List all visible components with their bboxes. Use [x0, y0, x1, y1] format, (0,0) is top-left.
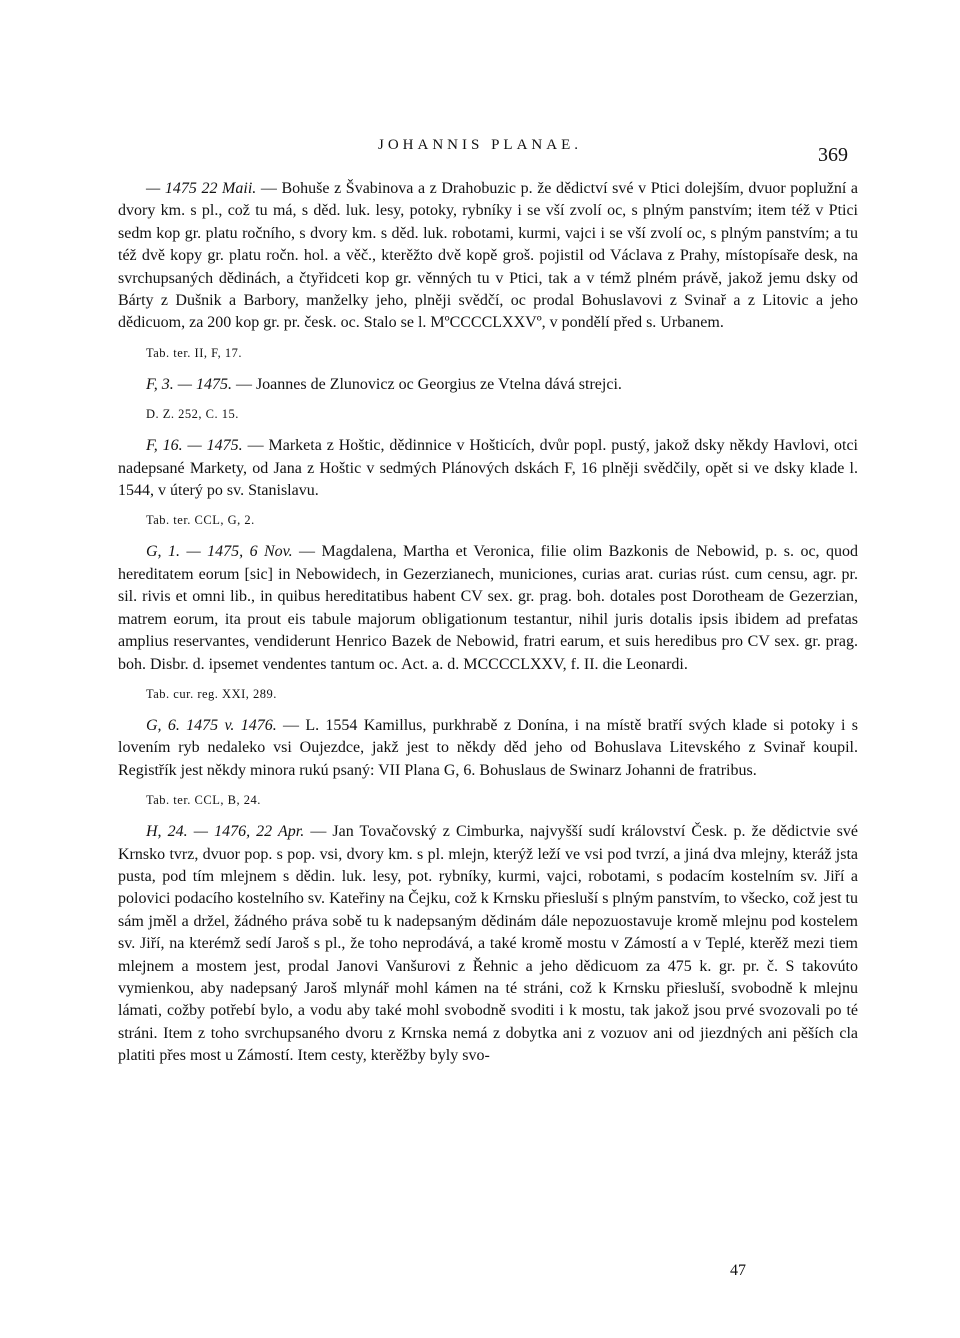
entry-paragraph: [118, 178, 858, 335]
entry-text: — Joannes de Zlunovicz oc Georgius ze Vtelna dává strejci.: [231, 375, 622, 393]
entry-reference: G, 1. — 1475, 6 Nov.: [146, 543, 293, 561]
entry-reference: H, 24. — 1476, 22 Apr.: [146, 823, 305, 841]
entry-source: Tab. ter. CCL, G, 2.: [146, 513, 255, 528]
entry-f16: [118, 435, 858, 529]
entry-reference: G, 6. 1475 v. 1476.: [146, 716, 277, 734]
entry-paragraph: [118, 821, 858, 1067]
entry-paragraph: [118, 435, 858, 502]
running-head: JOHANNIS PLANAE.: [377, 137, 582, 153]
entry-source: Tab. ter. II, F, 17.: [146, 345, 242, 360]
entry-paragraph: [118, 715, 858, 782]
page-content: [118, 178, 858, 1080]
entry-reference: F, 16. — 1475.: [146, 437, 243, 455]
entry-reference: — 1475 22 Maii.: [146, 180, 257, 197]
entry-reference: F, 3. — 1475.: [146, 375, 232, 393]
entry-text: — Jan Tovačovský z Cimburka, najvyšší sudí království Česk. p. že dědictvie své Krnsko tvrz, dvuor pop. s pop. vsi, dvory km. s pl. mlejn, kterýž leží ve vsi pod tvrzí, a jiná dva mlejny, kteráž jsta pusta, pod tím mlejnem s dědin. luk. lesy, pot. rybníky, kurmi, vajci, robotami, s podacím kostelním sv. Jiří a polovici podacího kostelního sv. Kateřiny na Čejku, což k Krnsku přiesluší s plným panstvím, to všecko, což jest tu sám jměl a držel, žádného práva sobě tu k nadepsaným dědinám dále nepozuostavuje kromě mlejnu pod kostelem sv. Jiří, na kterémž sedí Jaroš s pl., že toho neprodává, a také kromě mostu v Zámostí a v Teplé, kterěž mezi tiem mlejnem a mostem jest, prodal Janovi Vanšurovi z Řehnic a jeho dědicuom za 475 k. gr. pr. č. S takovúto vymienkou, aby nadepsaný Jaroš mlynář mohl kámen na té stráni, což k Krnsku přiesluší, svobodně k mlejnu lámati, cožby potřebí bylo, a vodu aby také mohl svobodně svoditi i k mostu, tak jakož jsou prvé svozovali po té stráni. Item z toho svrchupsaného dvoru z Krnska nemá z dobytka ani z vozuov ani od jiezdných ani pěších cla platiti přes most u Zámostí. Item cesty, kterěžby byly svo-: [118, 823, 859, 1065]
signature-number: 47: [730, 1262, 746, 1279]
entry-source: Tab. ter. CCL, B, 24.: [146, 793, 261, 808]
entry-1475-22-maii: [118, 178, 858, 362]
entry-source: Tab. cur. reg. XXI, 289.: [146, 686, 277, 701]
entry-g1: [118, 541, 858, 702]
entry-g6: [118, 715, 858, 809]
entry-h24: [118, 821, 858, 1067]
entry-paragraph: [118, 374, 858, 396]
entry-paragraph: [118, 541, 858, 675]
entry-f3: [118, 374, 858, 423]
entry-text: — L. 1554 Kamillus, purkhrabě z Donína, i na místě bratří svých klade si potoky i s lovením ryb nedaleko vsi Oujezdce, jakž jest to někdy děd jeho od Bohuslava Litevského z Svinař koupil. Registřík jest někdy minora rukú psaný: VII Plana G, 6. Bohuslaus de Swinarz Johanni de fratribus.: [118, 716, 859, 779]
entry-text: — Magdalena, Martha et Veronica, filie olim Bazkonis de Nebowid, p. s. oc, quod hereditatem eorum [sic] in Nebowidech, in Gezerzianech, municiones, curias arat. curias rúst. cum censu, agr. pr. sil. rivis et omni lib., in quibus hereditatibus habent CV sex. gr. prag. boh. dotales post Dorotheam de Gezerzian, matrem eorum, ita prout eis tabule majorum obligationum testantur, nihil juris dotalis ipsis ibidem ad prefatas amplius reservantes, vendiderunt Henrico Bazek de Nebowid, fratri earum, et suis heredibus pro CV sex. gr. prag. boh. Disbr. d. ipsemet vendentes tantum oc. Act. a. d. MCCCCLXXV, f. II. die Leonardi.: [118, 543, 858, 673]
entry-text: — Marketa z Hoštic, dědinnice v Hošticích, dvůr popl. pustý, jakož dsky někdy Havlovi, otci nadepsané Markety, od Jana z Hoštic v sedmých Plánových dskách F, 16 plněji svědčily, opět si ve dsky klade l. 1544, v úterý po sv. Stanislavu.: [118, 437, 858, 500]
entry-source: D. Z. 252, C. 15.: [146, 407, 239, 422]
entry-text: — Bohuše z Švabinova a z Drahobuzic p. že dědictví své v Ptici dolejším, dvuor poplužní a dvory km. s pl., což tu má, s děd. luk. lesy, potoky, rybníky i se vší zvolí oc, s plným panstvím; item též v Ptici sedm kop gr. platu ročního, s dvory km. s děd. luk. robotami, kurmi, vajci i se vší zvolí oc, s plným panstvím; a tu též dvě kopy gr. platu ročn. hol. a věč., kterěžto dvě kopě groš. pojistil od Václava z Prahy, místopísaře desk, na svrchupsaných dědinách, a čtyřidceti kop gr. věnných tu v Ptici, tak a v témž plném právě, jakož jemu dsky od Bárty z Dušnik a Barbory, manželky jeho, plněji svědčí, oc prodal Bohuslavovi z Svinař a z Litovic a jeho dědicuom, za 200 kop gr. pr. česk. oc. Stalo se l. MºCCCCLXXVº, v pondělí před s. Urbanem.: [118, 180, 858, 332]
page-number: 369: [818, 144, 848, 166]
